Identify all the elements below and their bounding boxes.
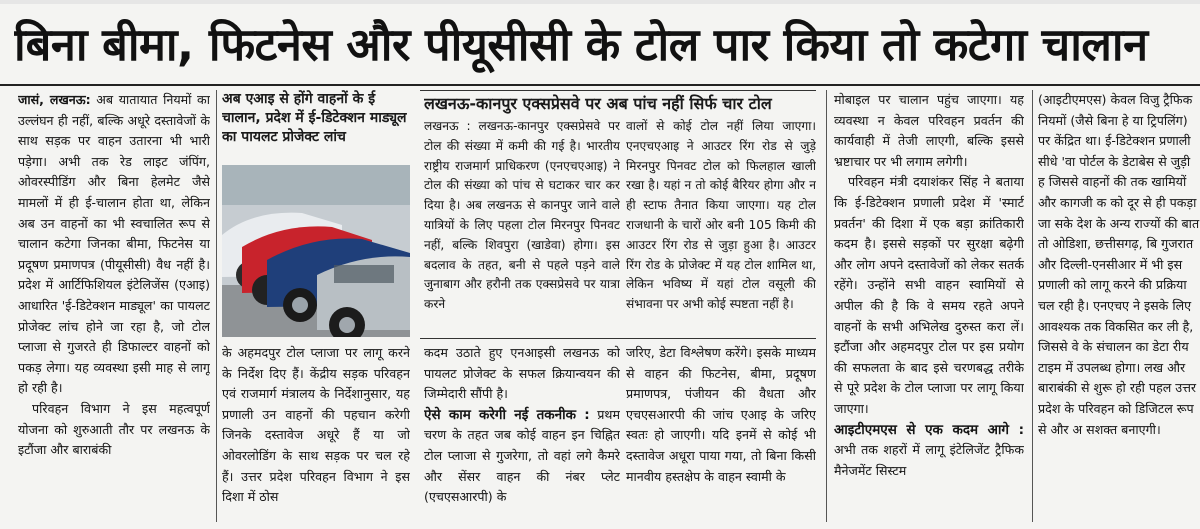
column-4-text: जरिए, डेटा विश्लेषण करेंगे। इसके माध्यम से वाहन की फिटनेस, बीमा, प्रदूषण प्रमाणपत्र, पंजीयन की वैधता और एचएसआरपी की जांच एआइ के जरिए स्वतः हो जाएगी। यदि इनमें से कोई भी दस्तावेज अधूरा पाया गया, तो बिना किसी मानवीय हस्तक्षेप के वाहन स्वामी के (626, 345, 816, 484)
column-5-subhead: आइटीएमएस से एक कदम आगे : (834, 421, 1024, 438)
dateline: जासं, लखनऊ: (18, 92, 91, 107)
column-4 (626, 343, 816, 523)
column-6 (1038, 90, 1200, 522)
column-5-para-2: परिवहन मंत्री दयाशंकर सिंह ने बताया कि ई-डिटेक्शन प्रणाली प्रदेश में 'स्मार्ट प्रवर्तन' की दिशा में एक बड़ा क्रांतिकारी कदम है। इससे सड़कों पर सुरक्षा बढ़ेगी और लोग अपने दस्तावेजों को लेकर सतर्क रहेंगे। उन्होंने सभी वाहन स्वामियों से अपील की है कि वे समय रहते अपने वाहनों के सभी अभिलेख दुरुस्त करा लें। इटौंजा और अहमदपुर टोल पर इस प्रयोग की सफलता के बाद इसे चरणबद्ध तरीके से पूरे प्रदेश के टोल प्लाजा पर लागू किया जाएगा। (834, 174, 1024, 416)
column-divider-2 (826, 90, 827, 522)
column-3-para-1: कदम उठाते हुए एनआइसी लखनऊ को पायलट प्रोजेक्ट के सफल क्रियान्वयन की जिम्मेदारी सौंपी है। (424, 345, 620, 402)
column-3-para-2 (424, 405, 620, 508)
column-divider (216, 90, 217, 522)
column-2 (222, 343, 410, 523)
kicker: अब एआइ से होंगे वाहनों के ई चालान, प्रदेश में ई-डिटेक्शन माड्यूल का पायलट प्रोजेक्ट लांच (222, 91, 407, 145)
column-5 (834, 90, 1024, 522)
car-park-photo-graphic (222, 165, 410, 337)
headline: बिना बीमा, फिटनेस और पीयूसीसी के टोल पार किया तो कटेगा चालान (14, 18, 1148, 71)
column-divider-3 (1032, 90, 1033, 522)
box-bottom-rule (420, 338, 816, 339)
column-1 (18, 90, 210, 522)
box-column-a-text: लखनऊ : लखनऊ-कानपुर एक्सप्रेसवे पर टोल की संख्या में कमी की गई है। भारतीय राष्ट्रीय राजमार्ग प्राधिकरण (एनएचएआइ) ने टोल की संख्या को पांच से घटाकर चार कर दिया है। अब लखनऊ से कानपुर जाने वाले यात्रियों के लिए पहला टोल मिरनपुर पिनवट नहीं, बल्कि शिवपुरा (खाडेवा) होगा। इस बदलाव के तहत, बनी से पहले पड़ने वाले जुनाबाग और हरौनी तक एक्सप्रेसवे पर यात्रा करने (424, 119, 620, 312)
box-column-a (424, 117, 620, 335)
column-6-text: (आइटीएमएस) केवल विजु ट्रैफिक नियमों (जैसे बिना हे या ट्रिपलिंग) पर केंद्रित था। ई-डिटेक्शन प्रणाली सीधे 'वा पोर्टल के डेटाबेस से जुड़ी ह जिससे वाहनों की तक खामियों और कागजी क को दूर से ही पकड़ा जा सके देश के अन्य राज्यों की बात तो ओडिशा, छत्तीसगढ़, बि गुजरात और दिल्ली-एनसीआर में भी इस प्रणाली को लागू करने की प्रक्रिया चल रही है। एनएचए ने इसके लिए आवश्यक तक विकसित कर ली है, जिससे वे के संचालन का डेटा रीय टाइम में उपलब्ध होगा। लख और बाराबंकी से शुरू हो रही पहल उत्तर प्रदेश के परिवहन को डिजिटल रूप से और अ सशक्त बनाएगी। (1038, 92, 1200, 437)
column-5-para-1: मोबाइल पर चालान पहुंच जाएगा। यह व्यवस्था न केवल परिवहन प्रवर्तन की कार्यवाही में तेजी लाएगी, बल्कि इससे भ्रष्टाचार पर भी लगाम लगेगी। (834, 92, 1024, 169)
column-1-para-2: परिवहन विभाग ने इस महत्वपूर्ण योजना को शुरुआती तौर पर लखनऊ के इटौंजा और बाराबंकी (18, 400, 210, 458)
top-border (0, 0, 1200, 4)
car-park-photo (222, 165, 410, 337)
column-3-subhead: ऐसे काम करेगी नई तकनीक : (424, 406, 590, 423)
column-3-text: प्रथम चरण के तहत जब कोई वाहन इन चिह्नित टोल प्लाजा से गुजरेगा, तो वहां लगे कैमरे और सेंसर वाहन की नंबर प्लेट (एचएसआरपी) के (424, 406, 620, 505)
headline-underline (0, 84, 1200, 86)
column-5-para-3 (834, 420, 1024, 482)
column-5-text: अभी तक शहरों में लागू इंटेलिजेंट ट्रैफिक मैनेजमेंट सिस्टम (834, 442, 1024, 478)
column-2-text: के अहमदपुर टोल प्लाजा पर लागू करने के निर्देश दिए हैं। केंद्रीय सड़क परिवहन एवं राजमार्ग मंत्रालय के निर्देशानुसार, यह प्रणाली उन वाहनों की पहचान करेगी जिनके दस्तावेज अधूरे हैं या जो ओवरलोडिंग के साथ सड़क पर चल रहे हैं। उत्तर प्रदेश परिवहन विभाग ने इस दिशा में ठोस (222, 345, 410, 505)
column-1-text: अब यातायात नियमों का उल्लंघन ही नहीं, बल्कि अधूरे दस्तावेजों के साथ सड़क पर वाहन उतारना भी भारी पड़ेगा। अभी तक रेड लाइट जंपिंग, ओवरस्पीडिंग और बिना हेलमेट जैसे मामलों में ही ई-चालान होता था, लेकिन अब उन वाहनों का भी स्वचालित रूप से चालान कटेगा जिनका बीमा, फिटनेस या प्रदूषण प्रमाणपत्र (पीयूसीसी) वैध नहीं है। प्रदेश में आर्टिफिशियल इंटेलिजेंस (एआइ) आधारित 'ई-डिटेक्शन माड्यूल' का पायलट प्रोजेक्ट लांच होने जा रहा है, जो टोल प्लाजा से गुजरते ही डिफाल्टर वाहनों को पकड़ लेगा। यह व्यवस्था इसी माह से लागू हो रही है। (18, 92, 210, 396)
box-top-rule (420, 90, 816, 91)
box-title: लखनऊ-कानपुर एक्सप्रेसवे पर अब पांच नहीं सिर्फ चार टोल (424, 94, 772, 113)
column-1-para-1 (18, 90, 210, 399)
box-column-b-text: वालों से कोई टोल नहीं लिया जाएगा। एनएचएआइ ने आउटर रिंग रोड से जुड़े मिरनपुर पिनवट टोल को फिलहाल खाली रखा है। यहां न तो कोई बैरियर होगा और न ही स्टाफ तैनात किया जाएगा। यह टोल राजधानी के चारों ओर बनी 105 किमी की आउटर रिंग रोड से जुड़ा हुआ है। आउटर रिंग रोड के प्रोजेक्ट में यह टोल शामिल था, लेकिन भविष्य में यहां टोल वसूली की संभावना पर अभी कोई स्पष्टता नहीं है। (626, 119, 816, 312)
box-column-b (626, 117, 816, 335)
column-3 (424, 343, 620, 523)
